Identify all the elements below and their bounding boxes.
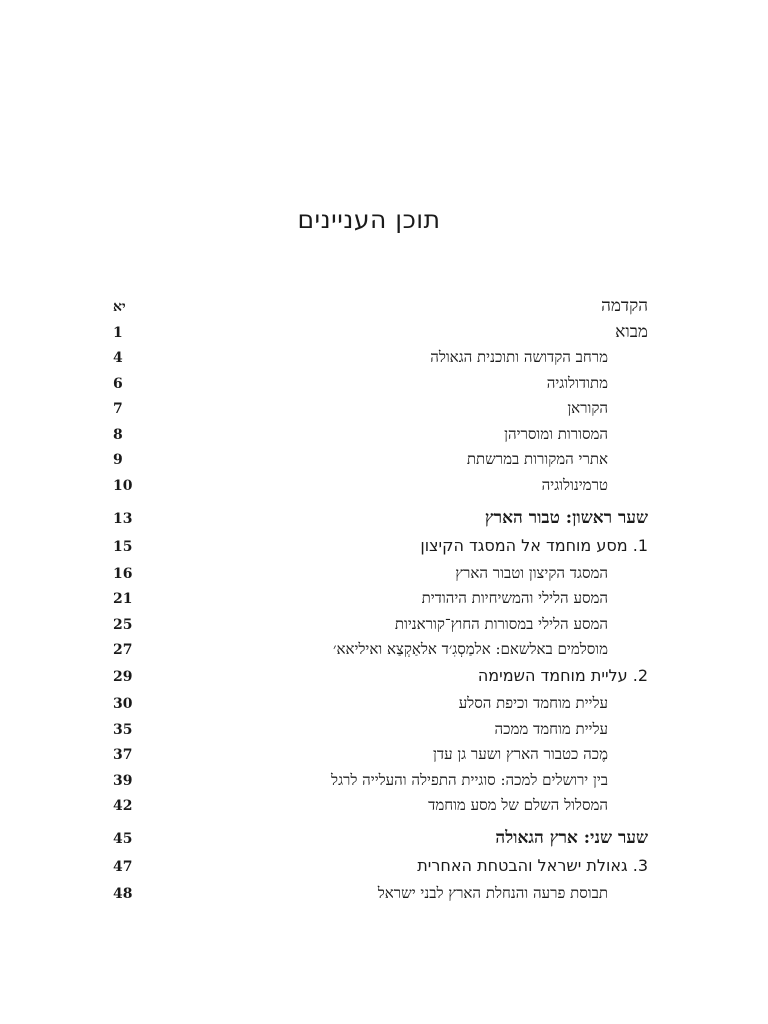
toc-entry-page: 7 <box>113 401 123 418</box>
toc-entry-label: עליית מוחמד וכיפת הסלע <box>458 693 608 712</box>
toc-entry-label: המסלול השלם של מסע מוחמד <box>428 796 608 815</box>
toc-entry-page: 13 <box>113 510 133 527</box>
toc-entry-page: 10 <box>113 477 133 494</box>
toc-entry-label: 1. מסע מוחמד אל המסגד הקיצון <box>420 535 648 555</box>
table-of-contents <box>113 296 648 910</box>
toc-subentry <box>113 564 648 590</box>
toc-entry-label: המסע הלילי והמשיחיות היהודית <box>421 589 608 608</box>
toc-entry-page: 1 <box>113 325 123 341</box>
toc-entry-label: המסגד הקיצון וטבור הארץ <box>455 563 608 582</box>
toc-subentry <box>113 745 648 771</box>
toc-subentry <box>113 640 648 666</box>
toc-entry-page: יא <box>113 299 126 315</box>
toc-entry-preface <box>113 296 648 322</box>
toc-entry-label: שער ראשון: טבור הארץ <box>484 507 648 528</box>
toc-entry-page: 39 <box>113 772 133 789</box>
toc-entry-label: מבוא <box>615 322 648 342</box>
toc-entry-label: 3. גאולת ישראל והבטחת האחרית <box>417 855 648 875</box>
toc-subentry <box>113 884 648 910</box>
toc-entry-label: שער שני: ארץ הגאולה <box>495 827 648 848</box>
toc-subentry <box>113 476 648 502</box>
toc-subentry <box>113 399 648 425</box>
toc-entry-label: מוסלמים באלשאם: אלמַסְגִ׳ד אלאַקְצַא ואיליאא׳ <box>333 640 608 659</box>
toc-entry-page: 8 <box>113 426 123 443</box>
toc-entry-page: 25 <box>113 616 133 633</box>
toc-entry-page: 4 <box>113 350 123 366</box>
toc-entry-label: המסע הלילי במסורות החוץ־קוראניות <box>394 614 608 633</box>
toc-entry-label: תבוסת פרעה והנחלת הארץ לבני ישראל <box>377 883 608 902</box>
toc-entry-page: 9 <box>113 452 123 469</box>
toc-subentry <box>113 615 648 641</box>
toc-entry-page: 27 <box>113 642 133 659</box>
toc-entry-label: 2. עליית מוחמד השמימה <box>477 665 648 685</box>
toc-entry-label: הקוראן <box>567 399 608 418</box>
toc-subentry <box>113 450 648 476</box>
toc-entry-label: המסורות ומוסריהן <box>504 424 608 443</box>
toc-entry-page: 21 <box>113 591 133 608</box>
toc-subentry <box>113 348 648 374</box>
toc-entry-page: 15 <box>113 538 133 555</box>
toc-entry-page: 29 <box>113 668 133 685</box>
toc-entry-label: הקדמה <box>601 296 648 316</box>
toc-chapter <box>113 536 648 564</box>
toc-entry-introduction <box>113 322 648 348</box>
toc-subentry <box>113 796 648 822</box>
toc-entry-label: מרחב הקדושה ותוכנית הגאולה <box>430 348 608 366</box>
toc-subentry <box>113 694 648 720</box>
page-title: תוכן העניינים <box>297 205 441 234</box>
toc-subentry <box>113 374 648 400</box>
toc-entry-page: 45 <box>113 830 133 847</box>
toc-entry-page: 47 <box>113 858 133 875</box>
toc-subentry <box>113 771 648 797</box>
toc-entry-page: 30 <box>113 695 133 712</box>
toc-entry-label: מֶכה כטבור הארץ ושער גן עדן <box>433 745 608 764</box>
toc-entry-label: בין ירושלים למכה: סוגיית התפילה והעלייה לרגל <box>331 770 608 789</box>
toc-subentry <box>113 589 648 615</box>
toc-part-heading <box>113 828 648 856</box>
toc-subentry <box>113 720 648 746</box>
toc-entry-label: מתודולוגיה <box>546 373 608 392</box>
toc-entry-page: 35 <box>113 721 133 738</box>
toc-entry-label: אתרי המקורות במרשתת <box>466 450 608 469</box>
toc-entry-label: טרמינולוגיה <box>541 475 608 494</box>
toc-entry-label: עליית מוחמד ממכה <box>494 719 608 738</box>
toc-chapter <box>113 666 648 694</box>
toc-entry-page: 6 <box>113 375 123 392</box>
toc-entry-page: 16 <box>113 565 133 582</box>
toc-entry-page: 48 <box>113 885 133 902</box>
toc-entry-page: 42 <box>113 798 133 815</box>
toc-chapter <box>113 856 648 884</box>
toc-part-heading <box>113 508 648 536</box>
toc-subentry <box>113 425 648 451</box>
toc-entry-page: 37 <box>113 747 133 764</box>
